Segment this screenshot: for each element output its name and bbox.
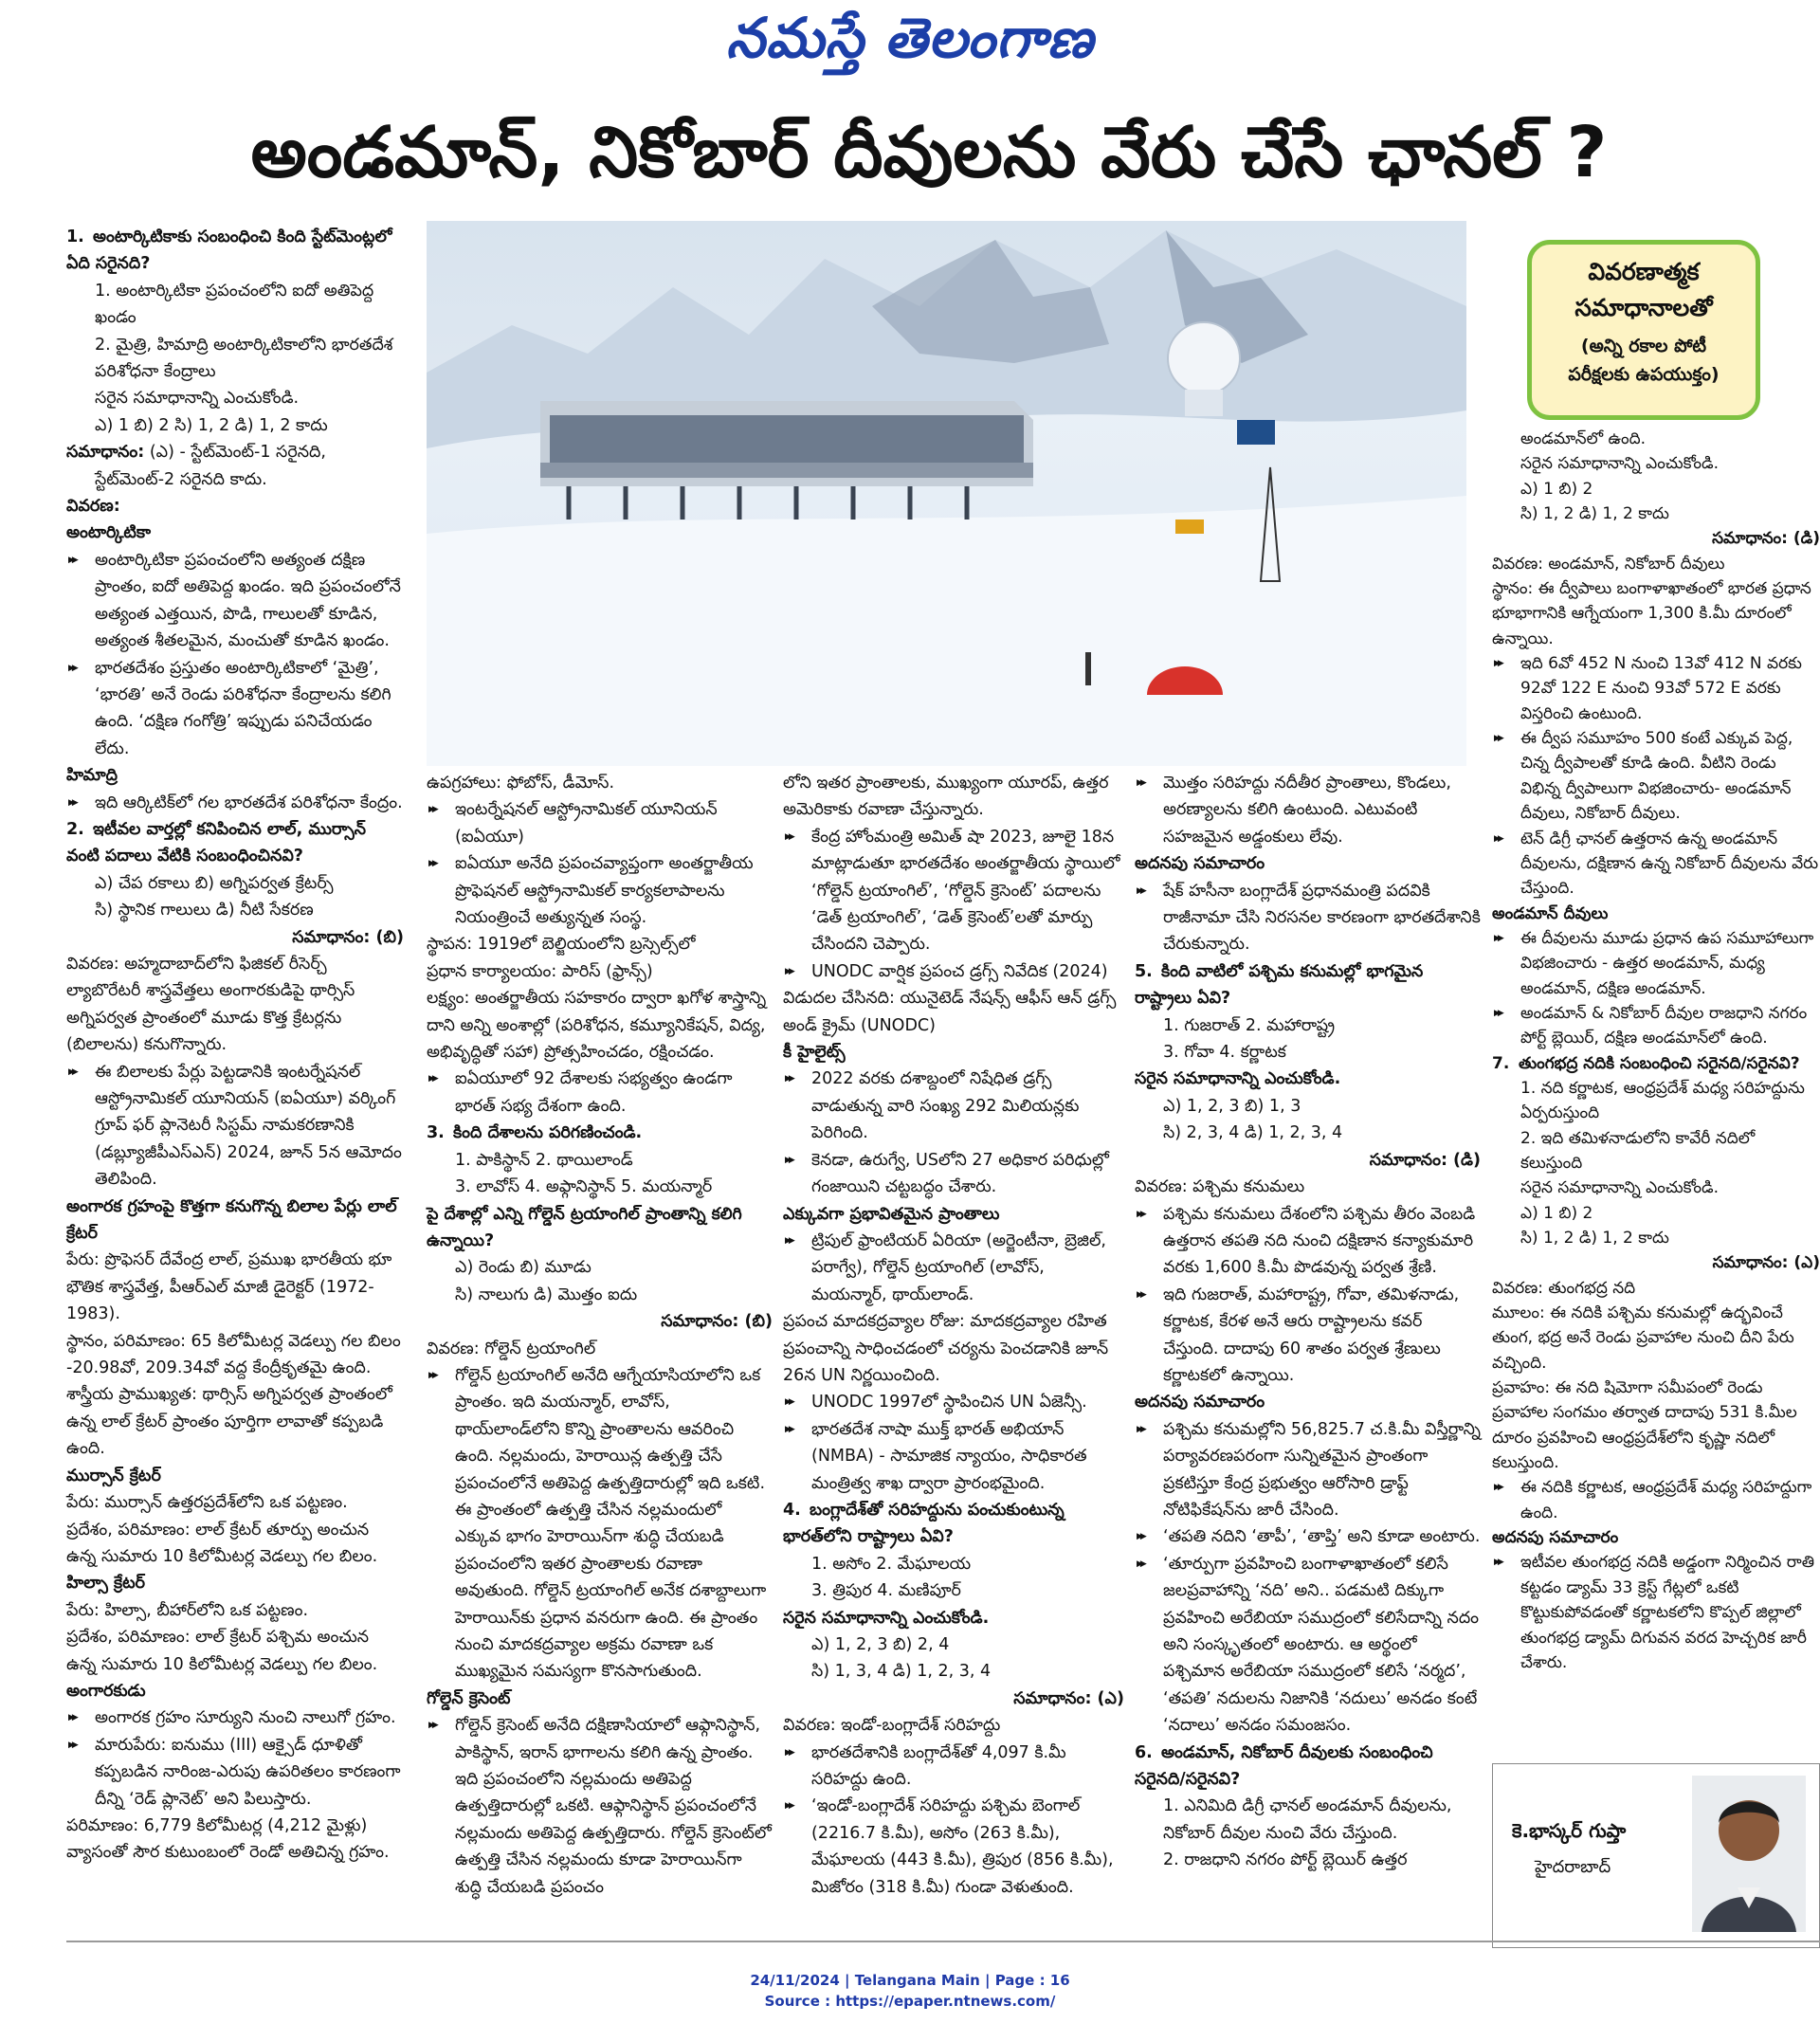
answer-label: సమాధానం: (బి) — [661, 1312, 773, 1332]
answer-label: సమాధానం: (డి) — [1369, 1150, 1481, 1170]
options: ఎ) 1, 2, 3 బి) 2, 4 — [811, 1635, 950, 1654]
subhead: హిల్సా క్రేటర్ — [66, 1574, 145, 1594]
options: 1. పాకిస్థాన్ 2. థాయిలాండ్ — [455, 1150, 633, 1170]
options: సి) నాలుగు డి) మొత్తం ఐదు — [455, 1285, 638, 1304]
bullet-text: ▶▶ ఈ ద్వీప సమూహం 500 కంటే ఎక్కువ పెద్ద, చిన్న ద్వీపాలతో కూడి ఉంది. వీటిని రెండు విభిన్న ద్వీపాలుగా విభజించారు- అండమాన్ దీవులు, నికోబార్ దీవులు. — [1492, 726, 1820, 826]
question-6: అండమాన్, నికోబార్ దీవులకు సంబంధించి సరైనది/సరైనవి? — [1135, 1742, 1433, 1790]
bullet-text: ▶▶ ఈ దీవులను మూడు ప్రధాన ఉప సమూహాలుగా విభజించారు - ఉత్తర అండమాన్, మధ్య అండమాన్, దక్షిణ అండమాన్. — [1492, 926, 1820, 1001]
info-box-title-1: వివరణాత్మక — [1588, 258, 1700, 285]
bullet-text: ▶▶ అంగారక గ్రహం సూర్యుని నుంచి నాలుగో గ్రహం. — [66, 1704, 404, 1731]
masthead-logo: నమస్తే తెలంగాణ — [726, 6, 1094, 70]
options: ఎ) రెండు బి) మూడు — [455, 1258, 592, 1278]
options: ఎ) 1, 2, 3 బి) 1, 3 — [1163, 1096, 1301, 1116]
statement-2: 2. రాజధాని నగరం పోర్ట్ బ్లెయిర్ ఉత్తర — [1163, 1850, 1408, 1870]
author-city: హైదరాబాద్ — [1535, 1857, 1611, 1877]
options: సి) స్థానిక గాలులు డి) నీటి సేకరణ — [95, 901, 314, 920]
question-3: కింది దేశాలను పరిగణించండి. — [453, 1123, 643, 1143]
paragraph: విడుదల చేసినది: యునైటెడ్ నేషన్స్ ఆఫీస్ ఆన్ డ్రగ్స్ అండ్ క్రైమ్ (UNODC) — [783, 989, 1117, 1035]
answer-text: (ఎ) - స్టేట్‌మెంట్-1 సరైనది, — [149, 443, 326, 463]
question-5: కింది వాటిలో పశ్చిమ కనుమల్లో భాగమైన రాష్ట్రాలు ఏవి? — [1135, 961, 1424, 1009]
bullet-text: ▶▶ షేక్ హసీనా బంగ్లాదేశ్ ప్రధానమంత్రి పదవికి రాజీనామా చేసి నిరసనల కారణంగా భారతదేశానికి చేరుకున్నారు. — [1135, 878, 1481, 958]
bullet-text: ▶▶ పశ్చిమ కనుమలు దేశంలోని పశ్చిమ తీరం వెంబడి ఉత్తరాన తపతి నది నుంచి దక్షిణాన కన్యాకుమారి వరకు 1,600 కి.మీ పొడవున్న పర్వత శ్రేణి. — [1135, 1201, 1481, 1282]
answer-label: సమాధానం: (ఎ) — [1013, 1688, 1124, 1708]
answer-label: సమాధానం: (బి) — [292, 927, 404, 947]
bullet-text: ▶▶ ట్రిపుల్ ఫ్రాంటియర్ ఏరియా (అర్జెంటీనా, బ్రెజిల్, పరాగ్వే), గోల్డెన్ ట్రయాంగిల్ (లావోస్, మయన్మార్, థాయ్‌లాండ్. — [783, 1228, 1124, 1308]
author-box — [1492, 1763, 1820, 1948]
bullet-text: ▶▶ ఐఏయూలో 92 దేశాలకు సభ్యత్వం ఉండగా భారత్ సభ్య దేశంగా ఉంది. — [427, 1066, 773, 1120]
answer-label: సమాధానం: (ఎ) — [1712, 1253, 1820, 1273]
question-1: అంటార్కిటికాకు సంబంధించి కింది స్టేట్‌మెంట్లలో ఏది సరైనది? — [66, 228, 392, 274]
options: ఎ) 1 బి) 2 సి) 1, 2 డి) 1, 2 కాదు — [95, 415, 328, 435]
bullet-text: ▶▶ అంటార్కిటికా ప్రపంచంలోని అత్యంత దక్షిణ ప్రాంతం, ఐదో అతిపెద్ద ఖండం. ఇది ప్రపంచంలోనే అత్యంత ఎత్తయిన, పొడి, గాలులతో కూడిన, అత్యంత శీతలమైన, మంచుతో కూడిన ఖండం. — [66, 547, 404, 655]
question-2: ఇటీవల వార్తల్లో కనిపించిన లాల్, ముర్సాన్ వంటి పదాలు వేటికి సంబంధించినవి? — [66, 819, 367, 866]
statement-2: 2. ఇది తమిళనాడులోని కావేరీ నదిలో కలుస్తుంది — [1520, 1128, 1756, 1173]
options: 3. గోవా 4. కర్ణాటక — [1163, 1043, 1286, 1063]
paragraph: పరిమాణం: 6,779 కిలోమీటర్ల (4,212 మైళ్లు) వ్యాసంతో సౌర కుటుంబంలో రెండో అతిచిన్న గ్రహం. — [66, 1815, 390, 1863]
bullet-text: ▶▶ UNODC వార్షిక ప్రపంచ డ్రగ్స్ నివేదిక (2024) — [783, 958, 1124, 985]
options: ఎ) చేప రకాలు బి) అగ్నిపర్వత క్రేటర్స్ — [95, 873, 334, 893]
author-name: కె.భాస్కర్ గుప్తా — [1512, 1819, 1627, 1842]
paragraph: లక్ష్యం: అంతర్జాతీయ సహకారం ద్వారా ఖగోళ శాస్త్రాన్ని దాని అన్ని అంశాల్లో (పరిశోధన, కమ్యూనికేషన్, విద్య, అభివృద్ధితో సహా) ప్రోత్సహించడం, రక్షించడం. — [427, 989, 767, 1063]
subhead: అంగారకుడు — [66, 1681, 146, 1701]
answer-text-2: స్టేట్‌మెంట్-2 సరైనది కాదు. — [95, 469, 267, 489]
column-2: ఉపగ్రహాలు: ఫోబోస్, డీమోస్. ▶▶ ఇంటర్నేషనల్ ఆస్ట్రోనామికల్ యూనియన్ (ఐఏయూ) ▶▶ ఐఏయూ అనేది ప్రపంచవ్యాప్తంగా అంతర్జాతీయ ప్రొఫెషనల్ ఆస్ట్రోనామికల్ కార్యకలాపాలను నియంత్రించే అత్యున్నత సంస్థ. స్థాపన: 1919లో బెల్జియంలోని బ్రస్సెల్స్‌లో ప్రధాన కార్యాలయం: పారిస్ (ఫ్రాన్స్) లక్ష్యం: అంతర్జాతీయ సహకారం ద్వారా ఖగోళ శాస్త్రాన్ని దాని అన్ని అంశాల్లో (పరిశోధన, కమ్యూనికేషన్, విద్య, అభివృద్ధితో సహా) ప్రోత్సహించడం, రక్షించడం. ▶▶ ఐఏయూలో 92 దేశాలకు సభ్యత్వం ఉండగా భారత్ సభ్య దేశంగా ఉంది. 3. కింది దేశాలను పరిగణించండి. 1. పాకిస్థాన్ 2. థాయిలాండ్ 3. లావోస్ 4. అఫ్గానిస్థాన్ 5. మయన్మార్ పై దేశాల్లో ఎన్ని గోల్డెన్ ట్రయాంగిల్ ప్రాంతాన్ని కలిగి ఉన్నాయి? ఎ) రెండు బి) మూడు సి) నాలుగు డి) మొత్తం ఐదు సమాధానం: (బి) వివరణ: గోల్డెన్ ట్రయాంగిల్ ▶▶ గోల్డెన్ ట్రయాంగిల్ అనేది ఆగ్నేయాసియాలోని ఒక ప్రాంతం. ఇది మయన్మార్, లావోస్, థాయ్‌లాండ్‌లోని కొన్ని ప్రాంతాలను ఆవరించి ఉంది. నల్లమందు, హెరాయిన్ల ఉత్పత్తి చేసే ప్రపంచంలోనే అతిపెద్ద ఉత్పత్తిదారుల్లో ఇది ఒకటి. ఈ ప్రాంతంలో ఉత్పత్తి చేసిన నల్లమందులో ఎక్కువ భాగం హెరాయిన్‌గా శుద్ధి చేయబడి ప్రపంచంలోని ఇతర ప్రాంతాలకు రవాణా అవుతుంది. గోల్డెన్ ట్రయాంగిల్ అనేక దశాబ్దాలుగా హెరాయిన్‌కు ప్రధాన వనరుగా ఉంది. ఈ ప్రాంతం నుంచి మాదకద్రవ్యాల అక్రమ రవాణా ఒక ముఖ్యమైన సమస్యగా కొనసాగుతుంది. గోల్డెన్ క్రెసెంట్ ▶▶ గోల్డెన్ క్రెసెంట్ అనేది దక్షిణాసియాలో ఆఫ్గానిస్థాన్, పాకిస్థాన్, ఇరాన్ భాగాలను కలిగి ఉన్న ప్రాంతం. ఇది ప్రపంచంలోని నల్లమందు అతిపెద్ద ఉత్పత్తిదారుల్లో ఒకటి. ఆఫ్గానిస్థాన్ ప్రపంచంలోనే నల్లమందు అతిపెద్ద ఉత్పత్తిదారు. గోల్డెన్ క్రెసెంట్‌లో ఉత్పత్తి చేసిన నల్లమందు కూడా హెరాయిన్‌గా శుద్ధి చేయబడి ప్రపంచం — [427, 770, 773, 1901]
statement-2: 2. మైత్రి, హిమాద్రి అంటార్కిటికాలోని భారతదేశ పరిశోధనా కేంద్రాలు — [95, 335, 393, 382]
paragraph: స్థానం: ఈ ద్వీపాలు బంగాళాఖాతంలో భారత ప్రధాన భూభాగానికి ఆగ్నేయంగా 1,300 కి.మీ దూరంలో ఉన్నాయి. — [1492, 579, 1811, 648]
paragraph: వివరణ: తుంగభద్ర నది — [1492, 1278, 1636, 1298]
bullet-text: ▶▶ ఈ నదికి కర్ణాటక, ఆంధ్రప్రదేశ్ మధ్య సరిహద్దుగా ఉంది. — [1492, 1475, 1820, 1525]
info-box-sub-2: పరీక్షలకు ఉపయుక్తం) — [1568, 364, 1720, 385]
options: ఎ) 1 బి) 2 — [1520, 1203, 1593, 1223]
bullet-text: ▶▶ కేంద్ర హోంమంత్రి అమిత్ షా 2023, జూలై 18న మాట్లాడుతూ భారతదేశం అంతర్జాతీయ స్థాయిలో ‘గోల్డెన్ ట్రయాంగిల్’, ‘గోల్డెన్ క్రెసెంట్’ పదాలను ‘డెత్ ట్రయాంగిల్’, ‘డెత్ క్రెసెంట్’లతో మార్పు చేసిందని చెప్పారు. — [783, 824, 1124, 958]
paragraph: ప్రధాన కార్యాలయం: పారిస్ (ఫ్రాన్స్) — [427, 961, 653, 981]
answer-label: సమాధానం: (డి) — [1712, 529, 1820, 549]
column-3: లోని ఇతర ప్రాంతాలకు, ముఖ్యంగా యూరప్, ఉత్తర అమెరికాకు రవాణా చేస్తున్నారు. ▶▶ కేంద్ర హోంమంత్రి అమిత్ షా 2023, జూలై 18న మాట్లాడుతూ భారతదేశం అంతర్జాతీయ స్థాయిలో ‘గోల్డెన్ ట్రయాంగిల్’, ‘గోల్డెన్ క్రెసెంట్’ పదాలను ‘డెత్ ట్రయాంగిల్’, ‘డెత్ క్రెసెంట్’లతో మార్పు చేసిందని చెప్పారు. ▶▶ UNODC వార్షిక ప్రపంచ డ్రగ్స్ నివేదిక (2024) విడుదల చేసినది: యునైటెడ్ నేషన్స్ ఆఫీస్ ఆన్ డ్రగ్స్ అండ్ క్రైమ్ (UNODC) కీ హైలైట్స్ ▶▶ 2022 వరకు దశాబ్దంలో నిషేధిత డ్రగ్స్ వాడుతున్న వారి సంఖ్య 292 మిలియన్లకు పెరిగింది. ▶▶ కెనడా, ఉరుగ్వే, USలోని 27 అధికార పరిధుల్లో గంజాయిని చట్టబద్ధం చేశారు. ఎక్కువగా ప్రభావితమైన ప్రాంతాలు ▶▶ ట్రిపుల్ ఫ్రాంటియర్ ఏరియా (అర్జెంటీనా, బ్రెజిల్, పరాగ్వే), గోల్డెన్ ట్రయాంగిల్ (లావోస్, మయన్మార్, థాయ్‌లాండ్. ప్రపంచ మాదకద్రవ్యాల రోజు: మాదకద్రవ్యాల రహిత ప్రపంచాన్ని సాధించడంలో చర్యను పెంచడానికి జూన్ 26న UN నిర్ణయించింది. ▶▶ UNODC 1997లో స్థాపించిన UN ఏజెన్సీ. ▶▶ భారతదేశ నాషా ముక్త్ భారత్ అభియాన్ (NMBA) - సామాజిక న్యాయం, సాధికారత మంత్రిత్వ శాఖ ద్వారా ప్రారంభమైంది. 4. బంగ్లాదేశ్‌తో సరిహద్దును పంచుకుంటున్న భారత్‌లోని రాష్ట్రాలు ఏవి? 1. అసోం 2. మేఘాలయ 3. త్రిపుర 4. మణిపూర్ సరైన సమాధానాన్ని ఎంచుకోండి. ఎ) 1, 2, 3 బి) 2, 4 సి) 1, 3, 4 డి) 1, 2, 3, 4 సమాధానం: (ఎ) వివరణ: ఇండో-బంగ్లాదేశ్ సరిహద్దు ▶▶ భారతదేశానికి బంగ్లాదేశ్‌తో 4,097 కి.మీ సరిహద్దు ఉంది. ▶▶ ‘ఇండో-బంగ్లాదేశ్ సరిహద్దు పశ్చిమ బెంగాల్ (2216.7 కి.మీ), అసోం (263 కి.మీ), మేఘాలయ (443 కి.మీ), త్రిపుర (856 కి.మీ), మిజోరం (318 కి.మీ) గుండా వెళుతుంది. — [783, 770, 1124, 1901]
answer-label: సమాధానం: — [66, 443, 145, 463]
bullet-text: ▶▶ UNODC 1997లో స్థాపించిన UN ఏజెన్సీ. — [783, 1389, 1124, 1415]
options: ఎ) 1 బి) 2 — [1520, 479, 1593, 499]
paragraph: ప్రదేశం, పరిమాణం: లాల్ క్రేటర్ పశ్చిమ అంచున ఉన్న సుమారు 10 కిలోమీటర్ల వెడల్పు గల బిలం. — [66, 1628, 378, 1674]
paragraph: పేరు: హిల్సా, బీహార్‌లోని ఒక పట్టణం. — [66, 1600, 309, 1620]
explanation-label: వివరణ: అండమాన్, నికోబార్ దీవులు — [1492, 554, 1725, 574]
question-3-part: పై దేశాల్లో ఎన్ని గోల్డెన్ ట్రయాంగిల్ ప్రాంతాన్ని కలిగి ఉన్నాయి? — [427, 1204, 742, 1250]
subhead: అదనపు సమాచారం — [1135, 854, 1265, 874]
info-box-sub-1: (అన్ని రకాల పోటీ — [1580, 336, 1707, 356]
paragraph: ప్రపంచ మాదకద్రవ్యాల రోజు: మాదకద్రవ్యాల రహిత ప్రపంచాన్ని సాధించడంలో చర్యను పెంచడానికి జూన్ 26న UN నిర్ణయించింది. — [783, 1312, 1109, 1385]
bullet-text: ▶▶ మొత్తం సరిహద్దు నదీతీర ప్రాంతాలు, కొండలు, అరణ్యాలను కలిగి ఉంటుంది. ఎటువంటి సహజమైన అడ్డంకులు లేవు. — [1135, 770, 1481, 850]
question-4: బంగ్లాదేశ్‌తో సరిహద్దును పంచుకుంటున్న భారత్‌లోని రాష్ట్రాలు ఏవి? — [783, 1500, 1065, 1547]
bullet-text: ▶▶ 2022 వరకు దశాబ్దంలో నిషేధిత డ్రగ్స్ వాడుతున్న వారి సంఖ్య 292 మిలియన్లకు పెరిగింది. — [783, 1066, 1124, 1146]
subhead: హిమాద్రి — [66, 766, 118, 786]
explanation-label: వివరణ: — [66, 497, 120, 517]
statement-1: 1. అంటార్కిటికా ప్రపంచంలోని ఐదో అతిపెద్ద ఖండం — [95, 281, 374, 328]
options: 1. అసోం 2. మేఘాలయ — [811, 1554, 972, 1574]
question-7: తుంగభద్ర నదికి సంబంధించి సరైనది/సరైనవి? — [1519, 1053, 1800, 1073]
subhead: అదనపు సమాచారం — [1135, 1393, 1265, 1412]
paragraph: లోని ఇతర ప్రాంతాలకు, ముఖ్యంగా యూరప్, ఉత్తర అమెరికాకు రవాణా చేస్తున్నారు. — [783, 774, 1109, 820]
subhead: గోల్డెన్ క్రెసెంట్ — [427, 1688, 511, 1708]
bullet-text: ▶▶ గోల్డెన్ క్రెసెంట్ అనేది దక్షిణాసియాలో ఆఫ్గానిస్థాన్, పాకిస్థాన్, ఇరాన్ భాగాలను కలిగి ఉన్న ప్రాంతం. ఇది ప్రపంచంలోని నల్లమందు అతిపెద్ద ఉత్పత్తిదారుల్లో ఒకటి. ఆఫ్గానిస్థాన్ ప్రపంచంలోనే నల్లమందు అతిపెద్ద ఉత్పత్తిదారు. గోల్డెన్ క్రెసెంట్‌లో ఉత్పత్తి చేసిన నల్లమందు కూడా హెరాయిన్‌గా శుద్ధి చేయబడి ప్రపంచం — [427, 1712, 773, 1901]
options: 1. గుజరాత్ 2. మహారాష్ట్ర — [1163, 1015, 1336, 1035]
explanation-label: వివరణ: గోల్డెన్ ట్రయాంగిల్ — [427, 1339, 596, 1358]
subhead: ముర్సాన్ క్రేటర్ — [66, 1466, 161, 1485]
bullet-text: ▶▶ కెనడా, ఉరుగ్వే, USలోని 27 అధికార పరిధుల్లో గంజాయిని చట్టబద్ధం చేశారు. — [783, 1147, 1124, 1201]
bullet-text: ▶▶ ఐఏయూ అనేది ప్రపంచవ్యాప్తంగా అంతర్జాతీయ ప్రొఫెషనల్ ఆస్ట్రోనామికల్ కార్యకలాపాలను నియంత్రించే అత్యున్నత సంస్థ. — [427, 850, 773, 931]
paragraph: పేరు: ముర్సాన్ ఉత్తరప్రదేశ్‌లోని ఒక పట్టణం. — [66, 1493, 348, 1513]
bullet-text: ▶▶ భారతదేశం ప్రస్తుతం అంటార్కిటికాలో ‘మైత్రి’, ‘భారతి’ అనే రెండు పరిశోధనా కేంద్రాలను కలిగి ఉంది. ‘దక్షిణ గంగోత్రి’ ఇప్పుడు పనిచేయడం లేదు. — [66, 655, 404, 763]
bullet-text: ▶▶ ఇటీవల తుంగభద్ర నదికి అడ్డంగా నిర్మించిన రాతి కట్టడం డ్యామ్ 33 క్రెస్ట్ గేట్లలో ఒకటి కొట్టుకుపోవడంతో కర్ణాటకలోని కొప్పల్ జిల్లాలో తుంగభద్ర డ్యామ్ దిగువన వరద హెచ్చరిక జారీ చేశారు. — [1492, 1550, 1820, 1675]
options: సి) 1, 2 డి) 1, 2 కాదు — [1520, 504, 1669, 524]
explanation-label: వివరణ: పశ్చిమ కనుమలు — [1135, 1177, 1305, 1197]
headline: అండమాన్, నికోబార్ దీవులను వేరు చేసే ఛానల్ ? — [250, 112, 1608, 193]
bullet-text: ▶▶ పశ్చిమ కనుమల్లోని 56,825.7 చ.కి.మీ విస్తీర్ణాన్ని పర్యావరణపరంగా సున్నితమైన ప్రాంతంగా ప్రకటిస్తూ కేంద్ర ప్రభుత్వం ఆరోసారి డ్రాఫ్ట్ నోటిఫికేషన్‌ను జారీ చేసింది. — [1135, 1416, 1481, 1524]
bullet-text: ▶▶ అండమాన్ & నికోబార్ దీవుల రాజధాని నగరం పోర్ట్ బ్లెయిర్, దక్షిణ అండమాన్‌లో ఉంది. — [1492, 1001, 1820, 1051]
paragraph: ప్రవాహం: ఈ నది షిమోగా సమీపంలో రెండు ప్రవాహాల సంగమం తర్వాత దాదాపు 531 కి.మీల దూరం ప్రవహించి ఆంధ్రప్రదేశ్‌లోని కృష్ణా నదిలో కలుస్తుంది. — [1492, 1378, 1797, 1473]
choose-correct: సరైన సమాధానాన్ని ఎంచుకోండి. — [1135, 1069, 1341, 1089]
footer-rule — [66, 1941, 1820, 1942]
paragraph: స్థాపన: 1919లో బెల్జియంలోని బ్రస్సెల్స్‌లో — [427, 935, 696, 955]
options: సి) 2, 3, 4 డి) 1, 2, 3, 4 — [1163, 1123, 1343, 1143]
column-1: 1. అంటార్కిటికాకు సంబంధించి కింది స్టేట్‌మెంట్లలో ఏది సరైనది? 1. అంటార్కిటికా ప్రపంచంలోని ఐదో అతిపెద్ద ఖండం 2. మైత్రి, హిమాద్రి అంటార్కిటికాలోని భారతదేశ పరిశోధనా కేంద్రాలు సరైన సమాధానాన్ని ఎంచుకోండి. ఎ) 1 బి) 2 సి) 1, 2 డి) 1, 2 కాదు సమాధానం: (ఎ) - స్టేట్‌మెంట్-1 సరైనది, స్టేట్‌మెంట్-2 సరైనది కాదు. వివరణ: అంటార్కిటికా ▶▶ అంటార్కిటికా ప్రపంచంలోని అత్యంత దక్షిణ ప్రాంతం, ఐదో అతిపెద్ద ఖండం. ఇది ప్రపంచంలోనే అత్యంత ఎత్తయిన, పొడి, గాలులతో కూడిన, అత్యంత శీతలమైన, మంచుతో కూడిన ఖండం. ▶▶ భారతదేశం ప్రస్తుతం అంటార్కిటికాలో ‘మైత్రి’, ‘భారతి’ అనే రెండు పరిశోధనా కేంద్రాలను కలిగి ఉంది. ‘దక్షిణ గంగోత్రి’ ఇప్పుడు పనిచేయడం లేదు. హిమాద్రి ▶▶ ఇది ఆర్కిటిక్‌లో గల భారతదేశ పరిశోధనా కేంద్రం. 2. ఇటీవల వార్తల్లో కనిపించిన లాల్, ముర్సాన్ వంటి పదాలు వేటికి సంబంధించినవి? ఎ) చేప రకాలు బి) అగ్నిపర్వత క్రేటర్స్ సి) స్థానిక గాలులు డి) నీటి సేకరణ సమాధానం: (బి) వివరణ: అహ్మదాబాద్‌లోని ఫిజికల్ రీసెర్చ్ ల్యాబొరేటరీ శాస్త్రవేత్తలు అంగారకుడిపై థార్సిస్ అగ్నిపర్వత ప్రాంతంలో మూడు కొత్త క్రేటర్లను (బిలాలను) కనుగొన్నారు. ▶▶ ఈ బిలాలకు పేర్లు పెట్టడానికి ఇంటర్నేషనల్ ఆస్ట్రోనామికల్ యూనియన్ (ఐఏయూ) వర్కింగ్ గ్రూప్ ఫర్ ప్లానెటరీ సిస్టమ్ నామకరణానికి (డబ్ల్యూజీపీఎస్‌ఎన్) 2024, జూన్ 5న ఆమోదం తెలిపింది. అంగారక గ్రహంపై కొత్తగా కనుగొన్న బిలాల పేర్లు లాల్ క్రేటర్ పేరు: ప్రొఫెసర్ దేవేంద్ర లాల్, ప్రముఖ భారతీయ భూ భౌతిక శాస్త్రవేత్త, పీఆర్‌ఎల్ మాజీ డైరెక్టర్ (1972-1983). స్థానం, పరిమాణం: 65 కిలోమీటర్ల వెడల్పు గల బిలం -20.98వో, 209.34వో వద్ద కేంద్రీకృతమై ఉంది. శాస్త్రీయ ప్రాముఖ్యత: థార్సిస్ అగ్నిపర్వత ప్రాంతంలో ఉన్న లాల్ క్రేటర్ ప్రాంతం పూర్తిగా లావాతో కప్పబడి ఉంది. ముర్సాన్ క్రేటర్ పేరు: ముర్సాన్ ఉత్తరప్రదేశ్‌లోని ఒక పట్టణం. ప్రదేశం, పరిమాణం: లాల్ క్రేటర్ తూర్పు అంచున ఉన్న సుమారు 10 కిలోమీటర్ల వెడల్పు గల బిలం. హిల్సా క్రేటర్ పేరు: హిల్సా, బీహార్‌లోని ఒక పట్టణం. ప్రదేశం, పరిమాణం: లాల్ క్రేటర్ పశ్చిమ అంచున ఉన్న సుమారు 10 కిలోమీటర్ల వెడల్పు గల బిలం. అంగారకుడు ▶▶ అంగారక గ్రహం సూర్యుని నుంచి నాలుగో గ్రహం. ▶▶ మారుపేరు: ఐనుము (III) ఆక్సైడ్ ధూళితో కప్పబడిన నారింజ-ఎరుపు ఉపరితలం కారణంగా దీన్ని ‘రెడ్ ప్లానెట్’ అని పిలుస్తారు. పరిమాణం: 6,779 కిలోమీటర్ల (4,212 మైళ్లు) వ్యాసంతో సౌర కుటుంబంలో రెండో అతిచిన్న గ్రహం. — [66, 224, 404, 1867]
subhead: కీ హైలైట్స్ — [783, 1043, 846, 1063]
bullet-text: ▶▶ ‘తపతి నదిని ‘తాపీ’, ‘తాప్తి’ అని కూడా అంటారు. — [1135, 1523, 1481, 1550]
bullet-text: ▶▶ ఇది ఆర్కిటిక్‌లో గల భారతదేశ పరిశోధనా కేంద్రం. — [66, 790, 404, 816]
choose-correct: సరైన సమాధానాన్ని ఎంచుకోండి. — [1520, 1178, 1719, 1198]
author-photo — [1692, 1776, 1806, 1932]
statement-continued: అండమాన్‌లో ఉంది. — [1520, 429, 1647, 448]
column-5: అండమాన్‌లో ఉంది. సరైన సమాధానాన్ని ఎంచుకోండి. ఎ) 1 బి) 2 సి) 1, 2 డి) 1, 2 కాదు సమాధానం: (డి) వివరణ: అండమాన్, నికోబార్ దీవులు స్థానం: ఈ ద్వీపాలు బంగాళాఖాతంలో భారత ప్రధాన భూభాగానికి ఆగ్నేయంగా 1,300 కి.మీ దూరంలో ఉన్నాయి. ▶▶ ఇది 6వో 452 N నుంచి 13వో 412 N వరకు 92వో 122 E నుంచి 93వో 572 E వరకు విస్తరించి ఉంటుంది. ▶▶ ఈ ద్వీప సమూహం 500 కంటే ఎక్కువ పెద్ద, చిన్న ద్వీపాలతో కూడి ఉంది. వీటిని రెండు విభిన్న ద్వీపాలుగా విభజించారు- అండమాన్ దీవులు, నికోబార్ దీవులు. ▶▶ టెన్ డిగ్రీ ఛానల్ ఉత్తరాన ఉన్న అండమాన్ దీవులను, దక్షిణాన ఉన్న నికోబార్ దీవులను వేరు చేస్తుంది. అండమాన్ దీవులు ▶▶ ఈ దీవులను మూడు ప్రధాన ఉప సమూహాలుగా విభజించారు - ఉత్తర అండమాన్, మధ్య అండమాన్, దక్షిణ అండమాన్. ▶▶ అండమాన్ & నికోబార్ దీవుల రాజధాని నగరం పోర్ట్ బ్లెయిర్, దక్షిణ అండమాన్‌లో ఉంది. 7. తుంగభద్ర నదికి సంబంధించి సరైనది/సరైనవి? 1. నది కర్ణాటక, ఆంధ్రప్రదేశ్ మధ్య సరిహద్దును ఏర్పరుస్తుంది 2. ఇది తమిళనాడులోని కావేరీ నదిలో కలుస్తుంది సరైన సమాధానాన్ని ఎంచుకోండి. ఎ) 1 బి) 2 సి) 1, 2 డి) 1, 2 కాదు సమాధానం: (ఎ) వివరణ: తుంగభద్ర నది మూలం: ఈ నదికి పశ్చిమ కనుమల్లో ఉద్భవించే తుంగ, భద్ర అనే రెండు ప్రవాహాల నుంచి దీని పేరు వచ్చింది. ప్రవాహం: ఈ నది షిమోగా సమీపంలో రెండు ప్రవాహాల సంగమం తర్వాత దాదాపు 531 కి.మీల దూరం ప్రవహించి ఆంధ్రప్రదేశ్‌లోని కృష్ణా నదిలో కలుస్తుంది. ▶▶ ఈ నదికి కర్ణాటక, ఆంధ్రప్రదేశ్ మధ్య సరిహద్దుగా ఉంది. అదనపు సమాచారం ▶▶ ఇటీవల తుంగభద్ర నదికి అడ్డంగా నిర్మించిన రాతి కట్టడం డ్యామ్ 33 క్రెస్ట్ గేట్లలో ఒకటి కొట్టుకుపోవడంతో కర్ణాటకలోని కొప్పల్ జిల్లాలో తుంగభద్ర డ్యామ్ దిగువన వరద హెచ్చరిక జారీ చేశారు. — [1492, 427, 1820, 1675]
bullet-text: ▶▶ ‘తూర్పుగా ప్రవహించి బంగాళాఖాతంలో కలిసే జలప్రవాహాన్ని ‘నది’ అని.. పడమటి దిక్కుగా ప్రవహించి అరేబియా సముద్రంలో కలిసేదాన్ని నదం అని సంస్కృతంలో అంటారు. ఆ అర్థంలో పశ్చిమాన అరేబియా సముద్రంలో కలిసే ‘నర్మద’, ‘తపతి’ నదులను నిజానికి ‘నదులు’ అనడం కంటే ‘నదాలు’ అనడం సమంజసం. — [1135, 1551, 1481, 1740]
options: సి) 1, 2 డి) 1, 2 కాదు — [1520, 1229, 1669, 1248]
bullet-text: ▶▶ ఈ బిలాలకు పేర్లు పెట్టడానికి ఇంటర్నేషనల్ ఆస్ట్రోనామికల్ యూనియన్ (ఐఏయూ) వర్కింగ్ గ్రూప్ ఫర్ ప్లానెటరీ సిస్టమ్ నామకరణానికి (డబ్ల్యూజీపీఎస్‌ఎన్) 2024, జూన్ 5న ఆమోదం తెలిపింది. — [66, 1059, 404, 1194]
explanation-label: వివరణ: ఇండో-బంగ్లాదేశ్ సరిహద్దు — [783, 1716, 1001, 1736]
antarctic-station-photo — [427, 221, 1466, 766]
bullet-text: ▶▶ ‘ఇండో-బంగ్లాదేశ్ సరిహద్దు పశ్చిమ బెంగాల్ (2216.7 కి.మీ), అసోం (263 కి.మీ), మేఘాలయ (443 కి.మీ), త్రిపుర (856 కి.మీ), మిజోరం (318 కి.మీ) గుండా వెళుతుంది. — [783, 1793, 1124, 1901]
subhead: అంగారక గ్రహంపై కొత్తగా కనుగొన్న బిలాల పేర్లు లాల్ క్రేటర్ — [66, 1196, 397, 1244]
paragraph: ప్రదేశం, పరిమాణం: లాల్ క్రేటర్ తూర్పు అంచున ఉన్న సుమారు 10 కిలోమీటర్ల వెడల్పు గల బిలం. — [66, 1520, 378, 1566]
statement-1: 1. నది కర్ణాటక, ఆంధ్రప్రదేశ్ మధ్య సరిహద్దును ఏర్పరుస్తుంది — [1520, 1078, 1805, 1123]
subhead: అదనపు సమాచారం — [1492, 1528, 1619, 1548]
subhead: అండమాన్ దీవులు — [1492, 903, 1609, 923]
bullet-text: ▶▶ ఇంటర్నేషనల్ ఆస్ట్రోనామికల్ యూనియన్ (ఐఏయూ) — [427, 796, 773, 850]
subhead: ఎక్కువగా ప్రభావితమైన ప్రాంతాలు — [783, 1204, 1000, 1224]
subhead: అంటార్కిటికా — [66, 523, 152, 543]
paragraph: పేరు: ప్రొఫెసర్ దేవేంద్ర లాల్, ప్రముఖ భారతీయ భూ భౌతిక శాస్త్రవేత్త, పీఆర్‌ఎల్ మాజీ డైరెక్టర్ (1972-1983). — [66, 1250, 392, 1324]
statement-1: 1. ఎనిమిది డిగ్రీ ఛానల్ అండమాన్ దీవులను, నికోబార్ దీవుల నుంచి వేరు చేస్తుంది. — [1163, 1796, 1452, 1843]
bullet-text: ▶▶ టెన్ డిగ్రీ ఛానల్ ఉత్తరాన ఉన్న అండమాన్ దీవులను, దక్షిణాన ఉన్న నికోబార్ దీవులను వేరు చేస్తుంది. — [1492, 827, 1820, 902]
options: సి) 1, 3, 4 డి) 1, 2, 3, 4 — [811, 1662, 992, 1682]
paragraph: మూలం: ఈ నదికి పశ్చిమ కనుమల్లో ఉద్భవించే తుంగ, భద్ర అనే రెండు ప్రవాహాల నుంచి దీని పేరు వచ్చింది. — [1492, 1303, 1794, 1373]
column-4: ▶▶ మొత్తం సరిహద్దు నదీతీర ప్రాంతాలు, కొండలు, అరణ్యాలను కలిగి ఉంటుంది. ఎటువంటి సహజమైన అడ్డంకులు లేవు. అదనపు సమాచారం ▶▶ షేక్ హసీనా బంగ్లాదేశ్ ప్రధానమంత్రి పదవికి రాజీనామా చేసి నిరసనల కారణంగా భారతదేశానికి చేరుకున్నారు. 5. కింది వాటిలో పశ్చిమ కనుమల్లో భాగమైన రాష్ట్రాలు ఏవి? 1. గుజరాత్ 2. మహారాష్ట్ర 3. గోవా 4. కర్ణాటక సరైన సమాధానాన్ని ఎంచుకోండి. ఎ) 1, 2, 3 బి) 1, 3 సి) 2, 3, 4 డి) 1, 2, 3, 4 సమాధానం: (డి) వివరణ: పశ్చిమ కనుమలు ▶▶ పశ్చిమ కనుమలు దేశంలోని పశ్చిమ తీరం వెంబడి ఉత్తరాన తపతి నది నుంచి దక్షిణాన కన్యాకుమారి వరకు 1,600 కి.మీ పొడవున్న పర్వత శ్రేణి. ▶▶ ఇది గుజరాత్, మహారాష్ట్ర, గోవా, తమిళనాడు, కర్ణాటక, కేరళ అనే ఆరు రాష్ట్రాలను కవర్ చేస్తుంది. దాదాపు 60 శాతం పర్వత శ్రేణులు కర్ణాటకలో ఉన్నాయి. అదనపు సమాచారం ▶▶ పశ్చిమ కనుమల్లోని 56,825.7 చ.కి.మీ విస్తీర్ణాన్ని పర్యావరణపరంగా సున్నితమైన ప్రాంతంగా ప్రకటిస్తూ కేంద్ర ప్రభుత్వం ఆరోసారి డ్రాఫ్ట్ నోటిఫికేషన్‌ను జారీ చేసింది. ▶▶ ‘తపతి నదిని ‘తాపీ’, ‘తాప్తి’ అని కూడా అంటారు. ▶▶ ‘తూర్పుగా ప్రవహించి బంగాళాఖాతంలో కలిసే జలప్రవాహాన్ని ‘నది’ అని.. పడమటి దిక్కుగా ప్రవహించి అరేబియా సముద్రంలో కలిసేదాన్ని నదం అని సంస్కృతంలో అంటారు. ఆ అర్థంలో పశ్చిమాన అరేబియా సముద్రంలో కలిసే ‘నర్మద’, ‘తపతి’ నదులను నిజానికి ‘నదులు’ అనడం కంటే ‘నదాలు’ అనడం సమంజసం. 6. అండమాన్, నికోబార్ దీవులకు సంబంధించి సరైనది/సరైనవి? 1. ఎనిమిది డిగ్రీ ఛానల్ అండమాన్ దీవులను, నికోబార్ దీవుల నుంచి వేరు చేస్తుంది. 2. రాజధాని నగరం పోర్ట్ బ్లెయిర్ ఉత్తర — [1135, 770, 1481, 1874]
bullet-text: ▶▶ గోల్డెన్ ట్రయాంగిల్ అనేది ఆగ్నేయాసియాలోని ఒక ప్రాంతం. ఇది మయన్మార్, లావోస్, థాయ్‌లాండ్‌లోని కొన్ని ప్రాంతాలను ఆవరించి ఉంది. నల్లమందు, హెరాయిన్ల ఉత్పత్తి చేసే ప్రపంచంలోనే అతిపెద్ద ఉత్పత్తిదారుల్లో ఇది ఒకటి. ఈ ప్రాంతంలో ఉత్పత్తి చేసిన నల్లమందులో ఎక్కువ భాగం హెరాయిన్‌గా శుద్ధి చేయబడి ప్రపంచంలోని ఇతర ప్రాంతాలకు రవాణా అవుతుంది. గోల్డెన్ ట్రయాంగిల్ అనేక దశాబ్దాలుగా హెరాయిన్‌కు ప్రధాన వనరుగా ఉంది. ఈ ప్రాంతం నుంచి మాదకద్రవ్యాల అక్రమ రవాణా ఒక ముఖ్యమైన సమస్యగా కొనసాగుతుంది. — [427, 1362, 773, 1686]
info-box-title-2: సమాధానాలతో — [1574, 294, 1713, 321]
options: 3. లావోస్ 4. అఫ్గానిస్థాన్ 5. మయన్మార్ — [455, 1177, 713, 1197]
footer-source: Source : https://epaper.ntnews.com/ — [764, 1993, 1056, 2010]
paragraph: స్థానం, పరిమాణం: 65 కిలోమీటర్ల వెడల్పు గల బిలం -20.98వో, 209.34వో వద్ద కేంద్రీకృతమై ఉంది. — [66, 1331, 401, 1378]
options: 3. త్రిపుర 4. మణిపూర్ — [811, 1581, 961, 1601]
footer-date: 24/11/2024 | Telangana Main | Page : 16 — [750, 1972, 1070, 1989]
paragraph: ఉపగ్రహాలు: ఫోబోస్, డీమోస్. — [427, 774, 615, 793]
paragraph: శాస్త్రీయ ప్రాముఖ్యత: థార్సిస్ అగ్నిపర్వత ప్రాంతంలో ఉన్న లాల్ క్రేటర్ ప్రాంతం పూర్తిగా లావాతో కప్పబడి ఉంది. — [66, 1385, 392, 1459]
choose-correct: సరైన సమాధానాన్ని ఎంచుకోండి. — [783, 1608, 990, 1628]
bullet-text: ▶▶ భారతదేశ నాషా ముక్త్ భారత్ అభియాన్ (NMBA) - సామాజిక న్యాయం, సాధికారత మంత్రిత్వ శాఖ ద్వారా ప్రారంభమైంది. — [783, 1416, 1124, 1497]
choose-correct: సరైన సమాధానాన్ని ఎంచుకోండి. — [95, 389, 300, 409]
bullet-text: ▶▶ భారతదేశానికి బంగ్లాదేశ్‌తో 4,097 కి.మీ సరిహద్దు ఉంది. — [783, 1740, 1124, 1794]
bullet-text: ▶▶ ఇది 6వో 452 N నుంచి 13వో 412 N వరకు 92వో 122 E నుంచి 93వో 572 E వరకు విస్తరించి ఉంటుంది. — [1492, 651, 1820, 726]
paragraph: వివరణ: అహ్మదాబాద్‌లోని ఫిజికల్ రీసెర్చ్ ల్యాబొరేటరీ శాస్త్రవేత్తలు అంగారకుడిపై థార్సిస్ అగ్నిపర్వత ప్రాంతంలో మూడు కొత్త క్రేటర్లను (బిలాలను) కనుగొన్నారు. — [66, 954, 355, 1055]
info-box — [1527, 240, 1760, 420]
choose-correct: సరైన సమాధానాన్ని ఎంచుకోండి. — [1520, 454, 1719, 474]
bullet-text: ▶▶ మారుపేరు: ఐనుము (III) ఆక్సైడ్ ధూళితో కప్పబడిన నారింజ-ఎరుపు ఉపరితలం కారణంగా దీన్ని ‘రెడ్ ప్లానెట్’ అని పిలుస్తారు. — [66, 1732, 404, 1813]
bullet-text: ▶▶ ఇది గుజరాత్, మహారాష్ట్ర, గోవా, తమిళనాడు, కర్ణాటక, కేరళ అనే ఆరు రాష్ట్రాలను కవర్ చేస్తుంది. దాదాపు 60 శాతం పర్వత శ్రేణులు కర్ణాటకలో ఉన్నాయి. — [1135, 1282, 1481, 1390]
